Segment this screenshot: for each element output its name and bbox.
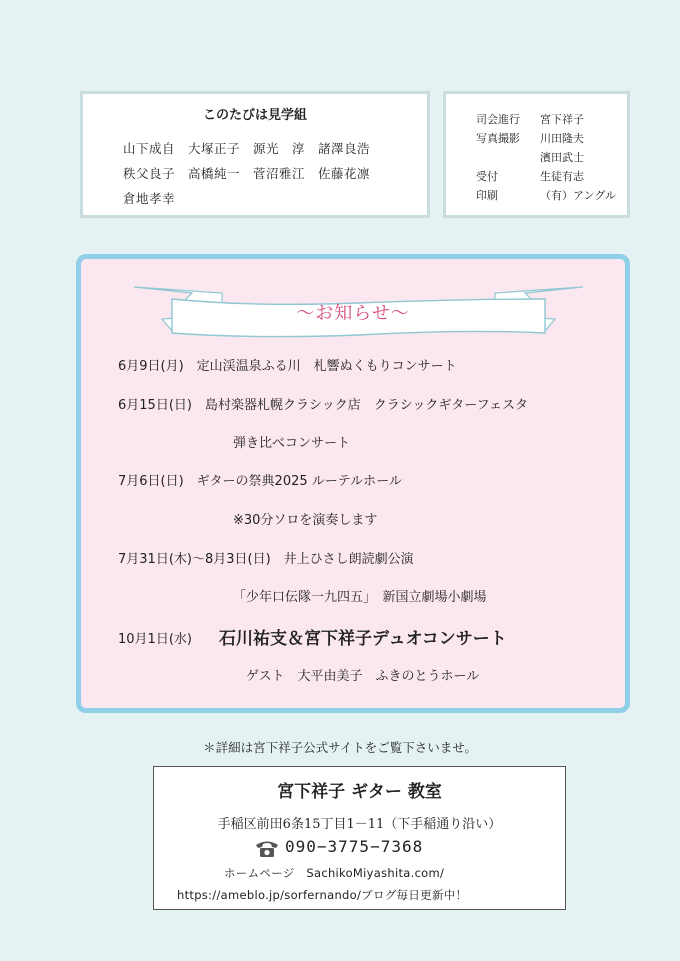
members-row: 秩父良子 高橋純一 菅沼雅江 佐藤花凛 <box>123 166 371 181</box>
staff-name: 濱田武士 <box>540 151 584 164</box>
news-title: ～お知らせ～ <box>296 303 410 324</box>
staff-role: 受付 <box>476 170 498 183</box>
staff-name: （有）アングル <box>540 189 617 202</box>
school-address: 手稲区前田6条15丁目1－11（下手稲通り沿い） <box>217 817 502 832</box>
event-line: ゲスト 大平由美子 ふきのとうホール <box>246 669 480 684</box>
news-box <box>76 254 630 713</box>
school-box <box>153 766 566 910</box>
members-row: 倉地孝幸 <box>123 191 176 206</box>
event-line: ※30分ソロを演奏します <box>233 513 378 528</box>
school-homepage: ホームページ SachikoMiyashita.com/ <box>224 866 445 880</box>
telephone-icon <box>254 838 280 858</box>
staff-name: 川田隆夫 <box>540 132 584 145</box>
event-line: 「少年口伝隊一九四五」 新国立劇場小劇場 <box>233 590 487 605</box>
staff-row <box>476 130 584 146</box>
event-line: 弾き比べコンサート <box>233 436 351 451</box>
staff-row <box>476 187 616 203</box>
staff-row <box>476 111 584 127</box>
members-box <box>80 91 430 218</box>
event-headline: 石川祐支＆宮下祥子デュオコンサート <box>219 629 507 649</box>
school-blog: https://ameblo.jp/sorfernando/ブログ毎日更新中！ <box>177 888 468 902</box>
members-row: 山下成自 大塚正子 源光 淳 諸澤良浩 <box>123 141 371 156</box>
event-line: 7月6日(日) ギターの祭典2025 ルーテルホール <box>118 474 402 489</box>
staff-name: 生徒有志 <box>540 170 584 183</box>
staff-role: 司会進行 <box>476 113 520 126</box>
event-date: 10月1日(水) <box>118 632 192 647</box>
staff-row <box>476 149 584 165</box>
school-name: 宮下祥子 ギター 教室 <box>277 782 442 802</box>
staff-row <box>476 168 584 184</box>
event-line: 7月31日(木)～8月3日(日) 井上ひさし朗読劇公演 <box>118 552 414 567</box>
staff-role: 印刷 <box>476 189 498 202</box>
school-phone: 090−3775−7368 <box>285 837 424 856</box>
members-title: このたびは見学組 <box>202 108 307 123</box>
staff-box <box>443 91 630 218</box>
staff-role: 写真撮影 <box>476 132 520 145</box>
staff-name: 宮下祥子 <box>540 113 584 126</box>
event-line: 6月15日(日) 島村楽器札幌クラシック店 クラシックギターフェスタ <box>118 398 529 413</box>
details-note: ＊詳細は宮下祥子公式サイトをご覧下さいませ。 <box>203 740 477 755</box>
event-line: 6月9日(月) 定山渓温泉ふる川 札響ぬくもりコンサート <box>118 359 457 374</box>
